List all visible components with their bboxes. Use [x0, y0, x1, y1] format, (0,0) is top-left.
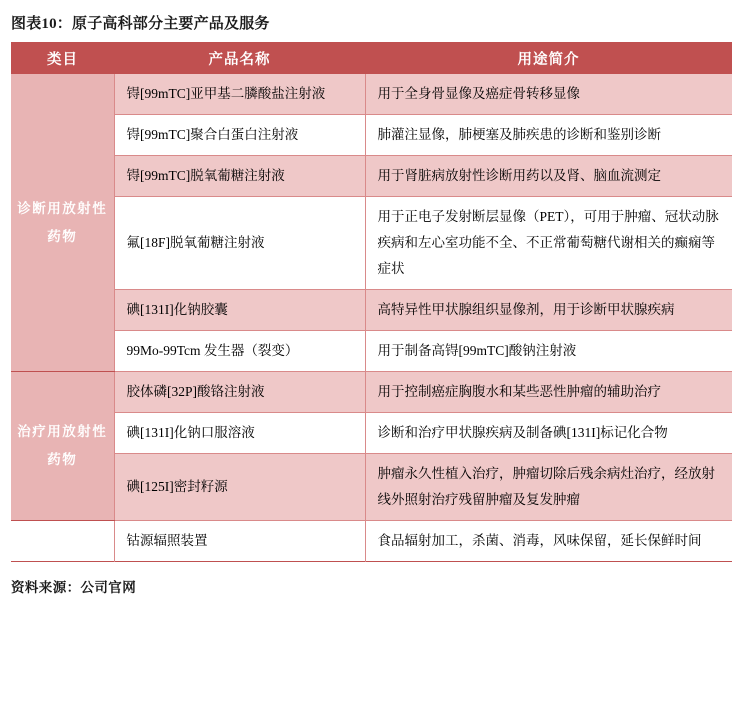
- table-row: [11, 156, 732, 197]
- usage-description-cell: 用于制备高锝[99mTC]酸钠注射液: [365, 331, 732, 372]
- table-row: [11, 454, 732, 521]
- column-header-usage: 用途简介: [365, 43, 732, 75]
- product-name-cell: 99Mo-99Tcm 发生器（裂变）: [114, 331, 365, 372]
- usage-description-cell: 食品辐射加工，杀菌、消毒，风味保留，延长保鲜时间: [365, 521, 732, 562]
- table-row: [11, 331, 732, 372]
- usage-description-cell: 高特异性甲状腺组织显像剂，用于诊断甲状腺疾病: [365, 290, 732, 331]
- table-row: [11, 372, 732, 413]
- product-name-cell: 碘[131I]化钠口服溶液: [114, 413, 365, 454]
- column-header-product: 产品名称: [114, 43, 365, 75]
- usage-description-cell: 用于肾脏病放射性诊断用药以及肾、脑血流测定: [365, 156, 732, 197]
- table-body: [11, 74, 732, 562]
- table-row: [11, 197, 732, 290]
- category-cell: [11, 521, 114, 562]
- usage-description-cell: 用于全身骨显像及癌症骨转移显像: [365, 74, 732, 115]
- usage-description-cell: 用于正电子发射断层显像（PET），可用于肿瘤、冠状动脉疾病和左心室功能不全、不正常葡萄糖代谢相关的癫痫等症状: [365, 197, 732, 290]
- product-name-cell: 胶体磷[32P]酸铬注射液: [114, 372, 365, 413]
- product-name-cell: 碘[125I]密封籽源: [114, 454, 365, 521]
- usage-description-cell: 肺灌注显像，肺梗塞及肺疾患的诊断和鉴别诊断: [365, 115, 732, 156]
- table-row: [11, 290, 732, 331]
- category-cell: 治疗用放射性药物: [11, 372, 114, 521]
- usage-description-cell: 肿瘤永久性植入治疗，肿瘤切除后残余病灶治疗，经放射线外照射治疗残留肿瘤及复发肿瘤: [365, 454, 732, 521]
- product-name-cell: 锝[99mTC]脱氧葡糖注射液: [114, 156, 365, 197]
- table-row: [11, 74, 732, 115]
- column-header-category: 类目: [11, 43, 114, 75]
- product-name-cell: 氟[18F]脱氧葡糖注射液: [114, 197, 365, 290]
- product-name-cell: 钴源辐照装置: [114, 521, 365, 562]
- usage-description-cell: 用于控制癌症胸腹水和某些恶性肿瘤的辅助治疗: [365, 372, 732, 413]
- table-row: [11, 521, 732, 562]
- usage-description-cell: 诊断和治疗甲状腺疾病及制备碘[131I]标记化合物: [365, 413, 732, 454]
- product-table: [11, 42, 732, 562]
- table-row: [11, 413, 732, 454]
- page-title: 图表10：原子高科部分主要产品及服务: [11, 16, 270, 32]
- table-header-row: [11, 43, 732, 75]
- product-name-cell: 碘[131I]化钠胶囊: [114, 290, 365, 331]
- source-note: 资料来源：公司官网: [11, 580, 137, 595]
- product-name-cell: 锝[99mTC]聚合白蛋白注射液: [114, 115, 365, 156]
- product-name-cell: 锝[99mTC]亚甲基二膦酸盐注射液: [114, 74, 365, 115]
- table-header: [11, 43, 732, 75]
- category-cell: 诊断用放射性药物: [11, 74, 114, 372]
- table-row: [11, 115, 732, 156]
